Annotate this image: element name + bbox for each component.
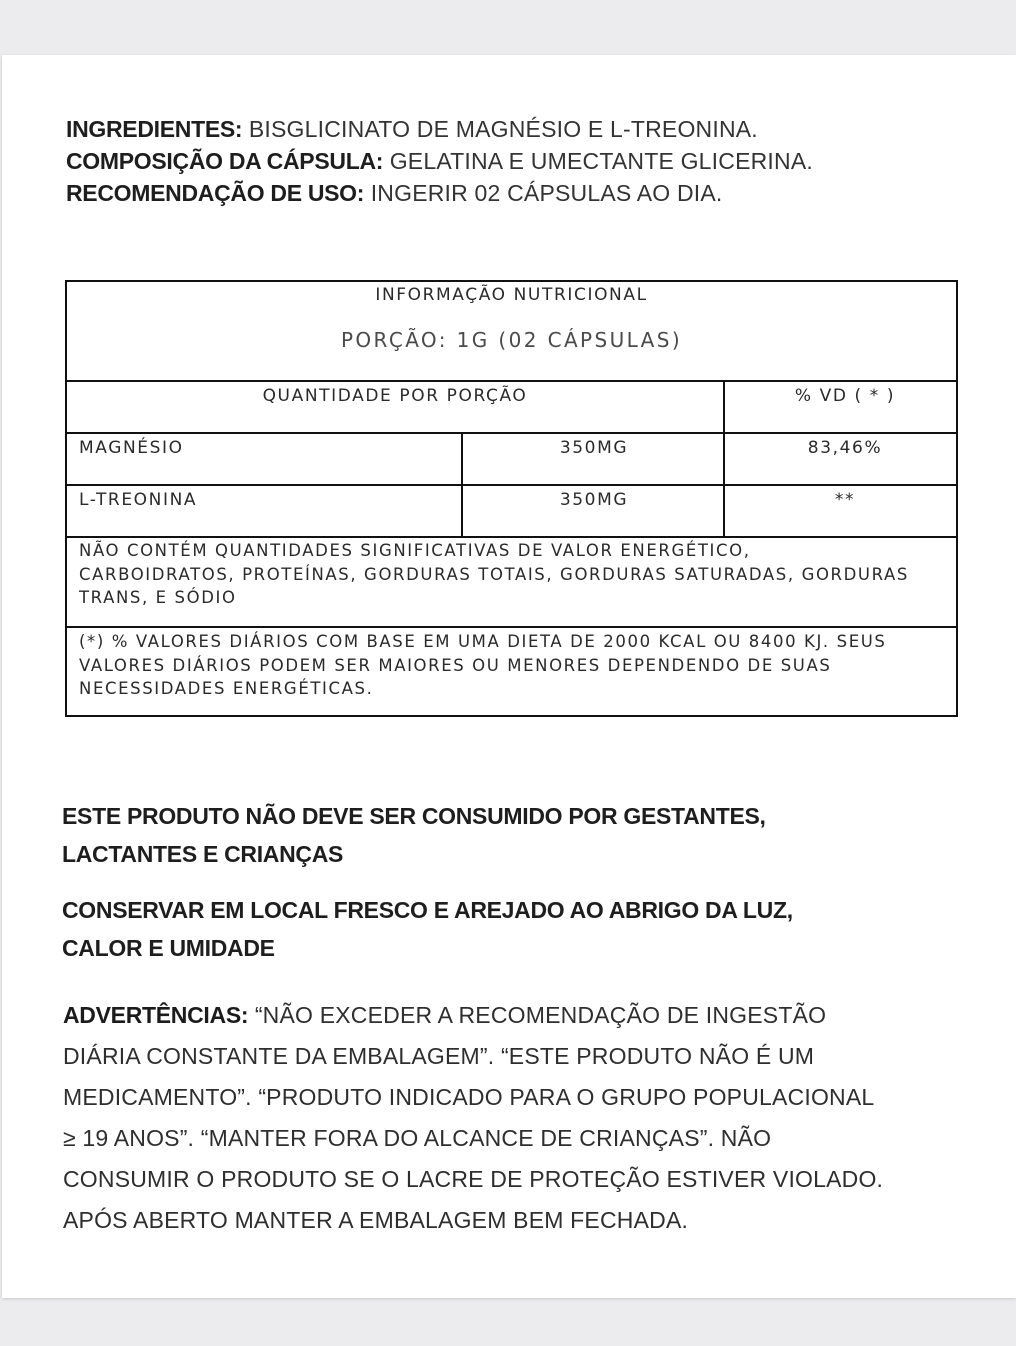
table-divider xyxy=(67,626,956,628)
nutrient-vd-treonina: ** xyxy=(834,490,856,510)
advertencias-line: MEDICAMENTO”. “PRODUTO INDICADO PARA O GRUPO POPULACIONAL xyxy=(63,1084,875,1110)
capsule-line xyxy=(66,145,966,177)
usage-label: RECOMENDAÇÃO DE USO: xyxy=(66,180,365,206)
table-divider xyxy=(67,432,956,434)
nutrient-name-magnesio: MAGNÉSIO xyxy=(79,438,184,458)
table-divider xyxy=(67,536,956,538)
advertencias-line xyxy=(63,995,963,1036)
capsule-value: GELATINA E UMECTANTE GLICERINA. xyxy=(389,148,813,174)
product-info xyxy=(66,113,966,209)
nutrient-amount-treonina: 350MG xyxy=(559,490,629,510)
quantity-header: QUANTIDADE POR PORÇÃO xyxy=(262,386,528,406)
nutrient-vd-magnesio: 83,46% xyxy=(807,438,883,458)
nutrition-title: INFORMAÇÃO NUTRICIONAL xyxy=(375,285,648,305)
advertencias-label: ADVERTÊNCIAS: xyxy=(63,1002,249,1028)
column-divider xyxy=(461,432,463,536)
table-divider xyxy=(67,380,956,382)
storage-line: CALOR E UMIDADE xyxy=(62,935,275,961)
nutrient-name-treonina: L-TREONINA xyxy=(79,490,198,510)
storage-instructions xyxy=(62,891,962,967)
usage-value: INGERIR 02 CÁPSULAS AO DIA. xyxy=(370,180,723,206)
advertencias-section xyxy=(63,995,963,1241)
nutrition-note-nonsignificant: NÃO CONTÉM QUANTIDADES SIGNIFICATIVAS DE VALOR ENERGÉTICO, CARBOIDRATOS, PROTEÍNAS, GORDURAS TOTAIS, GORDURAS SATURADAS, GORDURAS TRANS, E SÓDIO xyxy=(79,541,909,607)
capsule-label: COMPOSIÇÃO DA CÁPSULA: xyxy=(66,148,384,174)
ingredients-value: BISGLICINATO DE MAGNÉSIO E L-TREONINA. xyxy=(248,116,758,142)
advertencias-line: DIÁRIA CONSTANTE DA EMBALAGEM”. “ESTE PRODUTO NÃO É UM xyxy=(63,1043,815,1069)
column-divider xyxy=(723,380,725,536)
pregnancy-warning-line: ESTE PRODUTO NÃO DEVE SER CONSUMIDO POR GESTANTES, xyxy=(62,803,766,829)
nutrition-table xyxy=(65,280,958,717)
advertencias-text: “NÃO EXCEDER A RECOMENDAÇÃO DE INGESTÃO xyxy=(248,1002,827,1028)
advertencias-line: CONSUMIR O PRODUTO SE O LACRE DE PROTEÇÃO ESTIVER VIOLADO. xyxy=(63,1166,884,1192)
pregnancy-warning xyxy=(62,797,962,873)
advertencias-line: APÓS ABERTO MANTER A EMBALAGEM BEM FECHADA. xyxy=(63,1207,689,1233)
table-divider xyxy=(67,484,956,486)
nutrition-note-daily-values: (*) % VALORES DIÁRIOS COM BASE EM UMA DIETA DE 2000 KCAL OU 8400 KJ. SEUS VALORES DIÁRIOS PODEM SER MAIORES OU MENORES DEPENDENDO DE SUAS NECESSIDADES ENERGÉTICAS. xyxy=(79,632,887,698)
nutrition-portion: PORÇÃO: 1G (02 CÁPSULAS) xyxy=(340,328,683,352)
usage-line xyxy=(66,177,966,209)
ingredients-line xyxy=(66,113,966,145)
pregnancy-warning-line: LACTANTES E CRIANÇAS xyxy=(62,841,344,867)
ingredients-label: INGREDIENTES: xyxy=(66,116,243,142)
advertencias-line: ≥ 19 ANOS”. “MANTER FORA DO ALCANCE DE CRIANÇAS”. NÃO xyxy=(63,1125,772,1151)
storage-line: CONSERVAR EM LOCAL FRESCO E AREJADO AO ABRIGO DA LUZ, xyxy=(62,897,793,923)
label-sheet xyxy=(2,55,1016,1298)
nutrient-amount-magnesio: 350MG xyxy=(559,438,629,458)
vd-header: % VD ( * ) xyxy=(794,386,896,406)
